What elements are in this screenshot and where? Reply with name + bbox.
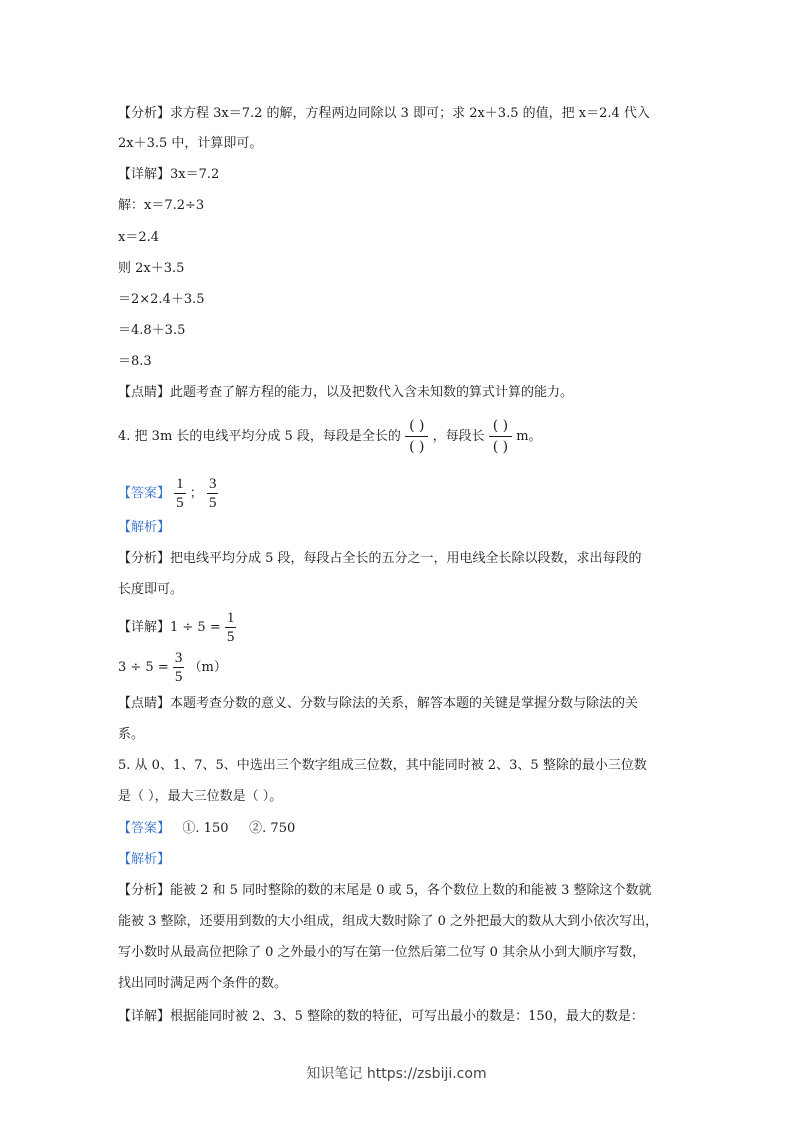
answer-tag: 【答案】 [118, 821, 171, 836]
q3-step: x＝2.4 [118, 230, 160, 245]
q4-answer [118, 474, 218, 514]
q4-analysis: 【分析】把电线平均分成 5 段，每段占全长的五分之一，用电线全长除以段数，求出每段的 [118, 551, 642, 566]
detail-expression: 3 ÷ 5 = [118, 660, 169, 675]
q4-comment-cont: 系。 [118, 727, 145, 742]
q4-stem-c: m。 [516, 429, 542, 444]
q3-analysis: 【分析】求方程 3x＝7.2 的解，方程两边同除以 3 即可；求 2x＋3.5 的值，把 x＝2.4 代入 [118, 106, 650, 121]
blank-numerator: ( ) [492, 418, 509, 434]
q3-comment: 【点睛】此题考查了解方程的能力，以及把数代入含未知数的算式计算的能力。 [118, 385, 574, 400]
q4-analysis-cont: 长度即可。 [118, 582, 184, 597]
blank-denominator: ( ) [489, 436, 512, 457]
answer-fraction-2 [207, 475, 219, 512]
numerator: 3 [208, 476, 217, 492]
q3-step: ＝2×2.4＋3.5 [118, 292, 205, 307]
q3-step: 解：x＝7.2÷3 [118, 198, 205, 213]
q3-detail-title: 【详解】3x＝7.2 [118, 167, 220, 182]
denominator: 5 [208, 495, 217, 511]
answer-text: ①. 150 ②. 750 [174, 821, 296, 836]
q4-comment: 【点睛】本题考查分数的意义、分数与除法的关系，解答本题的关键是掌握分数与除法的关 [118, 696, 639, 711]
q4-stem [118, 416, 542, 458]
numerator: 1 [176, 476, 184, 492]
denominator: 5 [176, 495, 184, 511]
q5-analysis: 【分析】能被 2 和 5 同时整除的数的末尾是 0 或 5，各个数位上数的和能被 3 整除这个数就 [118, 883, 652, 898]
q5-stem-cont: 是（ ），最大三位数是（ ）。 [118, 789, 283, 804]
answer-tag: 【答案】 [118, 486, 171, 501]
q5-jiexi: 【解析】 [118, 852, 171, 867]
numerator: 1 [226, 610, 235, 626]
q5-detail: 【详解】根据能同时被 2、3、5 整除的数的特征，可写出最小的数是：150，最大的数是： [118, 1009, 644, 1024]
q4-detail-1 [118, 608, 236, 648]
q4-blank-fraction-2 [489, 416, 512, 457]
detail-expression: 【详解】1 ÷ 5 = [118, 620, 221, 635]
blank-numerator: ( ) [409, 418, 425, 434]
numerator: 3 [174, 650, 183, 666]
q5-analysis-4: 找出同时满足两个条件的数。 [118, 976, 288, 991]
denominator: 5 [174, 669, 183, 685]
detail-unit: （m） [188, 660, 227, 675]
q5-analysis-3: 写小数时从最高位把除了 0 之外最小的写在第一位然后第二位写 0 其余从小到大顺序写数， [118, 945, 646, 960]
blank-denominator: ( ) [405, 436, 428, 457]
q5-answer [118, 821, 295, 837]
q3-step: ＝8.3 [118, 354, 152, 369]
denominator: 5 [226, 629, 235, 645]
q4-stem-a: 4. 把 3m 长的电线平均分成 5 段，每段是全长的 [118, 429, 401, 444]
answer-fraction-1 [174, 475, 186, 512]
q3-step: ＝4.8＋3.5 [118, 323, 186, 338]
q3-analysis-cont: 2x＋3.5 中，计算即可。 [118, 136, 263, 151]
site-watermark-footer: 知识笔记 https://zsbiji.com [306, 1066, 487, 1082]
detail-fraction [225, 609, 237, 646]
q4-jiexi: 【解析】 [118, 520, 171, 535]
detail-fraction [173, 649, 185, 686]
answer-separator: ； [189, 486, 203, 501]
q3-step: 则 2x＋3.5 [118, 261, 185, 276]
q4-blank-fraction-1 [405, 416, 428, 457]
q4-stem-b: ，每段长 [432, 429, 485, 444]
q5-analysis-2: 能被 3 整除，还要用到数的大小组成，组成大数时除了 0 之外把最大的数从大到小依次写出， [118, 914, 659, 929]
q5-stem: 5. 从 0、1、7、5、中选出三个数字组成三位数，其中能同时被 2、3、5 整除的最小三位数 [118, 758, 647, 773]
q4-detail-2 [118, 648, 227, 688]
